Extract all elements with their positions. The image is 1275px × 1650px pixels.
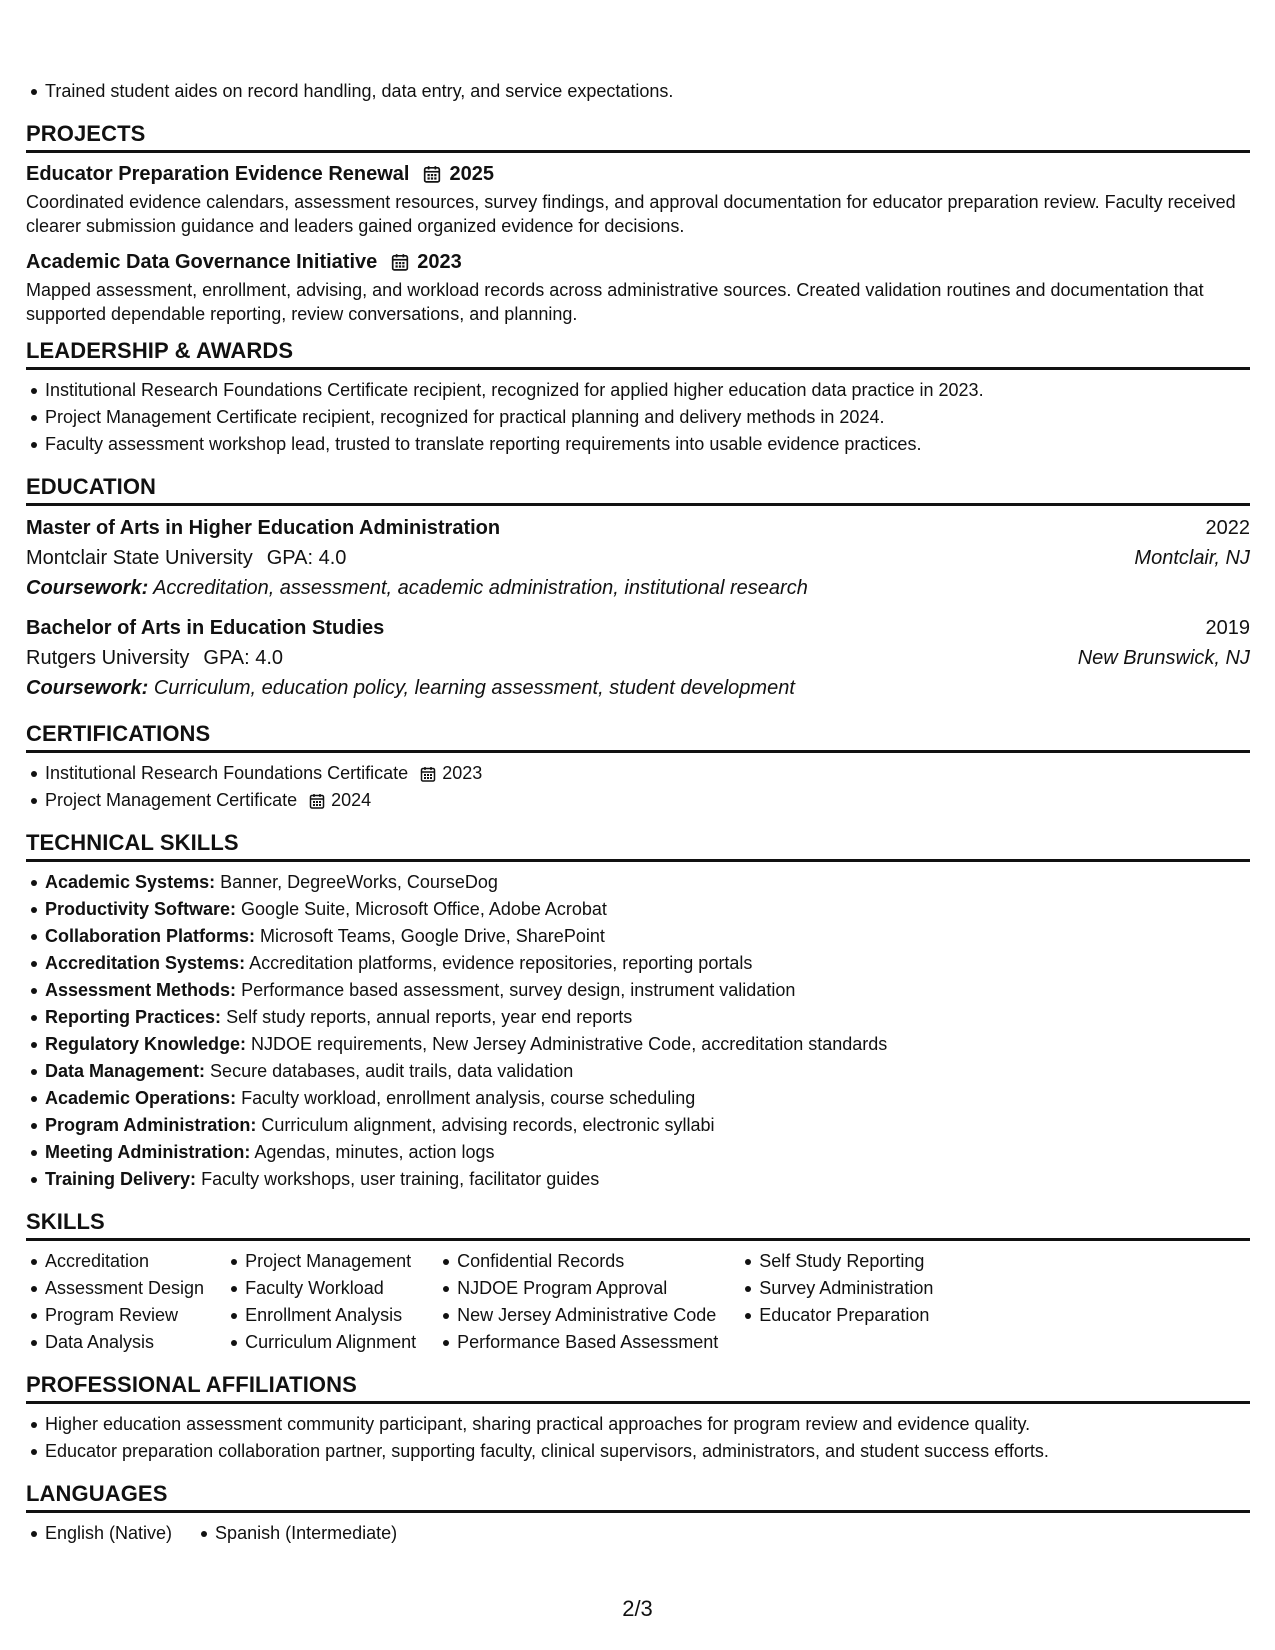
list-item: Faculty assessment workshop lead, trusted to translate reporting requirements into usable evidence practices. xyxy=(26,431,1250,458)
projects-section xyxy=(26,119,1250,326)
section-title: LEADERSHIP & AWARDS xyxy=(26,336,1250,370)
skills-grid xyxy=(26,1248,1250,1356)
project-item xyxy=(26,160,1250,238)
degree: Bachelor of Arts in Education Studies xyxy=(26,617,385,639)
skill-values: Banner, DegreeWorks, CourseDog xyxy=(220,872,498,892)
list-item xyxy=(26,923,1250,950)
skill-category: Productivity Software: xyxy=(45,899,237,919)
calendar-icon xyxy=(423,165,441,183)
project-description: Coordinated evidence calendars, assessment resources, survey findings, and approval documentation for educator preparation review. Faculty received clearer submission guidance and leaders gained organized evidence for decisions. xyxy=(26,192,1236,236)
coursework-label: Coursework: xyxy=(26,677,149,699)
skill-values: Self study reports, annual reports, year end reports xyxy=(226,1007,633,1027)
list-item xyxy=(26,787,1250,814)
certificate-name: Institutional Research Foundations Certificate xyxy=(45,763,409,783)
graduation-year: 2022 xyxy=(1205,517,1250,539)
project-description: Mapped assessment, enrollment, advising, and workload records across administrative sources. Created validation routines and documentation that supported dependable reporting, review conversations, and planning. xyxy=(26,280,1204,324)
coursework-label: Coursework: xyxy=(26,577,149,599)
skill-values: Google Suite, Microsoft Office, Adobe Acrobat xyxy=(241,899,607,919)
skill-category: Program Administration: xyxy=(45,1115,257,1135)
list-item: Project Management Certificate recipient, recognized for practical planning and delivery methods in 2024. xyxy=(26,404,1250,431)
list-item xyxy=(26,1166,1250,1193)
list-item: Enrollment Analysis xyxy=(226,1302,416,1329)
skill-category: Academic Operations: xyxy=(45,1088,237,1108)
list-item: Project Management xyxy=(226,1248,416,1275)
skill-category: Assessment Methods: xyxy=(45,980,237,1000)
section-title: SKILLS xyxy=(26,1207,1250,1241)
degree: Master of Arts in Higher Education Administration xyxy=(26,517,501,539)
project-name: Educator Preparation Evidence Renewal xyxy=(26,163,410,185)
project-year: 2025 xyxy=(449,163,494,185)
list-item xyxy=(26,950,1250,977)
list-item: New Jersey Administrative Code xyxy=(438,1302,718,1329)
project-item xyxy=(26,248,1250,326)
calendar-icon xyxy=(391,253,409,271)
skill-category: Training Delivery: xyxy=(45,1169,197,1189)
school-name: Montclair State University xyxy=(26,547,253,569)
list-item: Survey Administration xyxy=(740,1275,933,1302)
list-item xyxy=(26,1004,1250,1031)
skill-category: Collaboration Platforms: xyxy=(45,926,256,946)
certificate-name: Project Management Certificate xyxy=(45,790,298,810)
education-item xyxy=(26,613,1250,703)
list-item xyxy=(26,760,1250,787)
coursework: Curriculum, education policy, learning assessment, student development xyxy=(153,677,795,699)
project-name: Academic Data Governance Initiative xyxy=(26,251,378,273)
section-title: TECHNICAL SKILLS xyxy=(26,828,1250,862)
section-title: PROFESSIONAL AFFILIATIONS xyxy=(26,1370,1250,1404)
page-number: 2/3 xyxy=(622,1596,653,1621)
skill-category: Meeting Administration: xyxy=(45,1142,251,1162)
technical-skills-section xyxy=(26,828,1250,1193)
gpa: GPA: 4.0 xyxy=(203,647,284,669)
school-location: New Brunswick, NJ xyxy=(1077,647,1250,669)
list-item: NJDOE Program Approval xyxy=(438,1275,718,1302)
project-year: 2023 xyxy=(417,251,462,273)
certifications-section xyxy=(26,719,1250,814)
skill-values: Faculty workload, enrollment analysis, course scheduling xyxy=(241,1088,696,1108)
resume-page xyxy=(26,70,1250,1547)
skill-category: Regulatory Knowledge: xyxy=(45,1034,247,1054)
list-item xyxy=(26,1058,1250,1085)
list-item xyxy=(26,977,1250,1004)
skill-values: Curriculum alignment, advising records, electronic syllabi xyxy=(261,1115,715,1135)
certificate-year: 2024 xyxy=(331,790,372,810)
list-item xyxy=(26,1031,1250,1058)
skill-category: Academic Systems: xyxy=(45,872,216,892)
school-name: Rutgers University xyxy=(26,647,190,669)
list-item: Self Study Reporting xyxy=(740,1248,933,1275)
skill-values: Performance based assessment, survey design, instrument validation xyxy=(241,980,796,1000)
section-title: CERTIFICATIONS xyxy=(26,719,1250,753)
skills-section xyxy=(26,1207,1250,1356)
list-item: Institutional Research Foundations Certificate recipient, recognized for applied higher education data practice in 2023. xyxy=(26,377,1250,404)
list-item: Educator preparation collaboration partner, supporting faculty, clinical supervisors, administrators, and student success efforts. xyxy=(26,1438,1250,1465)
calendar-icon xyxy=(309,793,325,809)
calendar-icon xyxy=(420,766,436,782)
skill-values: Secure databases, audit trails, data validation xyxy=(210,1061,574,1081)
skills-column xyxy=(740,1248,933,1356)
skill-category: Reporting Practices: xyxy=(45,1007,222,1027)
list-item: Curriculum Alignment xyxy=(226,1329,416,1356)
school-location: Montclair, NJ xyxy=(1134,547,1250,569)
list-item: Data Analysis xyxy=(26,1329,204,1356)
skills-column xyxy=(26,1248,204,1356)
skills-column xyxy=(226,1248,416,1356)
affiliations-section xyxy=(26,1370,1250,1465)
skill-category: Data Management: xyxy=(45,1061,206,1081)
list-item xyxy=(26,1139,1250,1166)
list-item: Program Review xyxy=(26,1302,204,1329)
list-item: Performance Based Assessment xyxy=(438,1329,718,1356)
list-item: English (Native) xyxy=(26,1520,172,1547)
skill-category: Accreditation Systems: xyxy=(45,953,246,973)
skills-column xyxy=(438,1248,718,1356)
list-item: Accreditation xyxy=(26,1248,204,1275)
list-item xyxy=(26,896,1250,923)
skill-values: Agendas, minutes, action logs xyxy=(254,1142,495,1162)
experience-continued-list xyxy=(26,78,1250,105)
list-item: Faculty Workload xyxy=(226,1275,416,1302)
gpa: GPA: 4.0 xyxy=(266,547,347,569)
list-item: Higher education assessment community participant, sharing practical approaches for program review and evidence quality. xyxy=(26,1411,1250,1438)
list-item xyxy=(26,1112,1250,1139)
list-item: Assessment Design xyxy=(26,1275,204,1302)
education-item xyxy=(26,513,1250,603)
list-item: Confidential Records xyxy=(438,1248,718,1275)
skill-values: NJDOE requirements, New Jersey Administrative Code, accreditation standards xyxy=(251,1034,888,1054)
languages-section xyxy=(26,1479,1250,1547)
skill-values: Microsoft Teams, Google Drive, SharePoint xyxy=(260,926,605,946)
section-title: EDUCATION xyxy=(26,472,1250,506)
leadership-section xyxy=(26,336,1250,458)
list-item: Trained student aides on record handling, data entry, and service expectations. xyxy=(26,78,1250,105)
graduation-year: 2019 xyxy=(1205,617,1250,639)
list-item xyxy=(26,869,1250,896)
section-title: PROJECTS xyxy=(26,119,1250,153)
coursework: Accreditation, assessment, academic administration, institutional research xyxy=(153,577,808,599)
list-item: Spanish (Intermediate) xyxy=(196,1520,397,1547)
education-section xyxy=(26,472,1250,703)
list-item xyxy=(26,1085,1250,1112)
section-title: LANGUAGES xyxy=(26,1479,1250,1513)
list-item: Educator Preparation xyxy=(740,1302,933,1329)
certificate-year: 2023 xyxy=(442,763,483,783)
skill-values: Faculty workshops, user training, facilitator guides xyxy=(201,1169,600,1189)
skill-values: Accreditation platforms, evidence repositories, reporting portals xyxy=(249,953,753,973)
